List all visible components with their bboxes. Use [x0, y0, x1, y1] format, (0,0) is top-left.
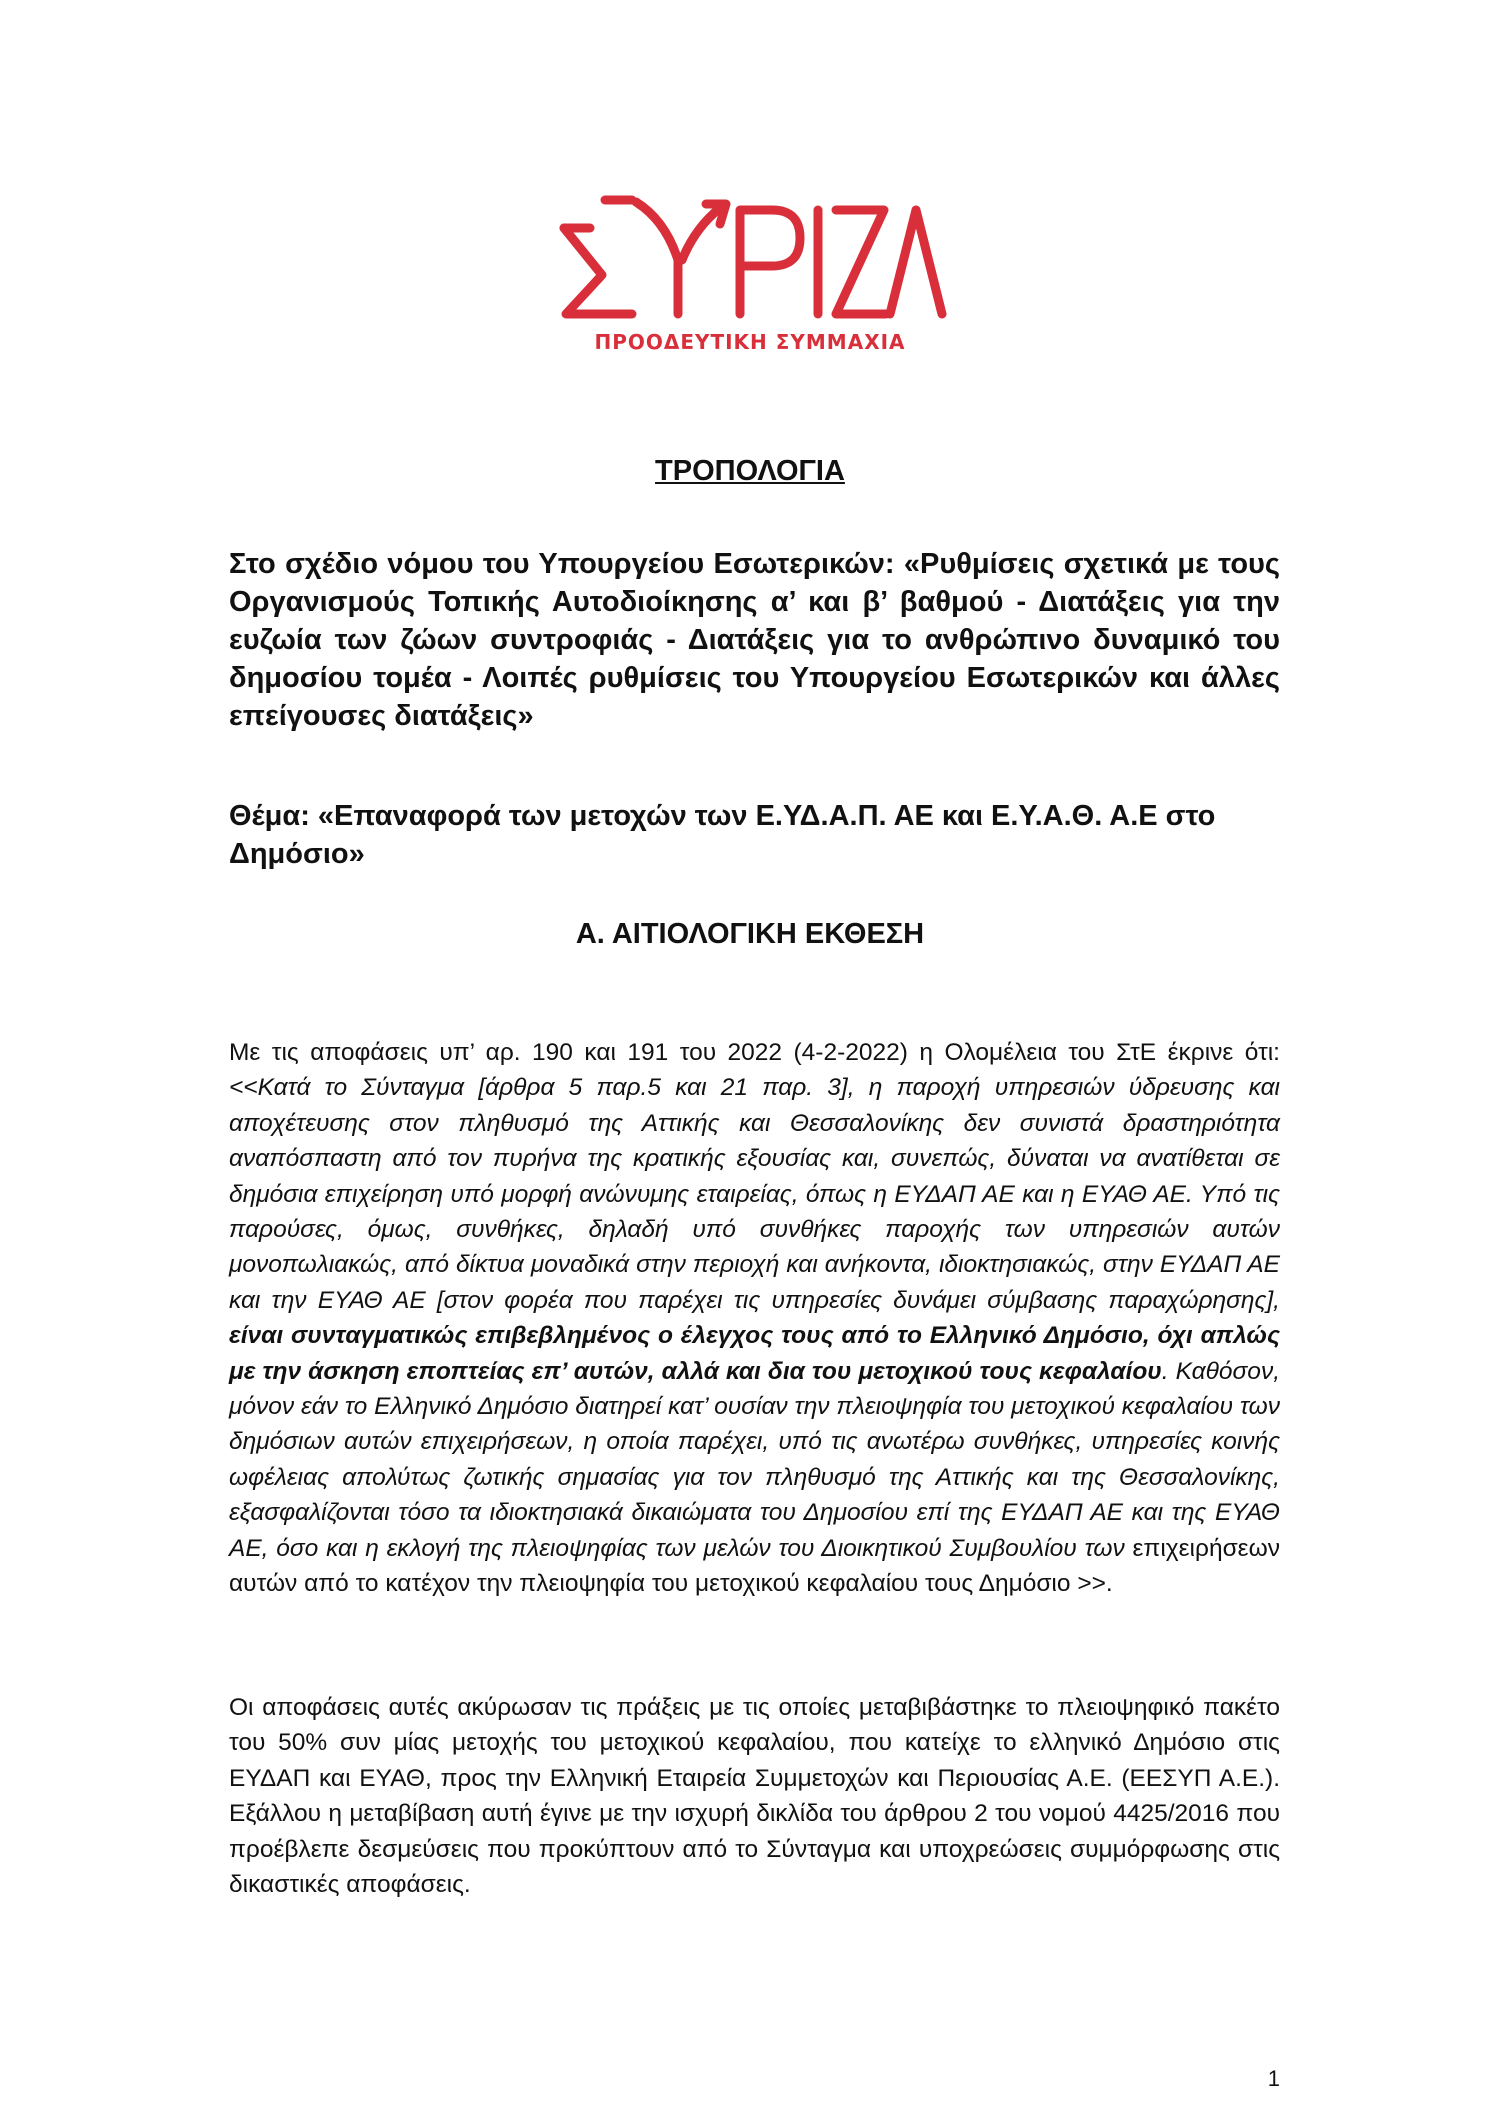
document-title: ΤΡΟΠΟΛΟΓΙΑ — [655, 455, 845, 487]
amendment-subject: Θέμα: «Επαναφορά των μετοχών των Ε.ΥΔ.Α.Π. ΑΕ και Ε.Υ.Α.Θ. Α.Ε στο Δημόσιο» — [229, 800, 1216, 870]
section-heading: Α. ΑΙΤΙΟΛΟΓΙΚΗ ΕΚΘΕΣΗ — [575, 918, 925, 950]
party-logo — [550, 180, 950, 370]
logo-subtitle: ΠΡΟΟΔΕΥΤΙΚΗ ΣΥΜΜΑΧΙΑ — [594, 330, 906, 354]
syriza-wordmark-logo — [550, 180, 950, 330]
page-number: 1 — [1267, 2066, 1280, 2091]
bill-description: Στο σχέδιο νόμου του Υπουργείου Εσωτερικών: «Ρυθμίσεις σχετικά με τους Οργανισμούς Τοπικής Αυτοδιοίκησης α’ και β’ βαθμού - Διατάξεις για την ευζωία των ζώων συντροφιάς - Διατάξεις για το ανθρώπινο δυναμικό του δημοσίου τομέα - Λοιπές ρυθμίσεις του Υπουργείου Εσωτερικών και άλλες επείγουσες διατάξεις» — [229, 548, 1280, 732]
paragraph-lead: Με τις αποφάσεις υπ’ αρ. 190 και 191 του 2022 (4-2-2022) η Ολομέλεια του ΣτΕ έκρινε ότι: — [229, 1039, 1280, 1066]
court-quote-tail: επιχειρήσεων αυτών από το κατέχον την πλειοψηφία του μετοχικού κεφαλαίου τους Δημόσιο >>. — [229, 1534, 1280, 1598]
body-paragraph-1 — [229, 1035, 1280, 1602]
court-quote-emphasis: είναι συνταγματικώς επιβεβλημένος ο έλεγχος τους από το Ελληνικό Δημόσιο, όχι απλώς με την άσκηση εποπτείας επ’ αυτών, αλλά και δια του μετοχικού τους κεφαλαίου — [229, 1322, 1280, 1385]
body-paragraph-2: Οι αποφάσεις αυτές ακύρωσαν τις πράξεις με τις οποίες μεταβιβάστηκε το πλειοψηφικό πακέτο του 50% συν μίας μετοχής του μετοχικού κεφαλαίου, που κατείχε το ελληνικό Δημόσιο στις ΕΥΔΑΠ και ΕΥΑΘ, προς την Ελληνική Εταιρεία Συμμετοχών και Περιουσίας Α.Ε. (ΕΕΣΥΠ Α.Ε.). Εξάλλου η μεταβίβαση αυτή έγινε με την ισχυρή δικλίδα του άρθρου 2 του νομού 4425/2016 που προέβλεπε δεσμεύσεις που προκύπτουν από το Σύνταγμα και υποχρεώσεις συμμόρφωσης στις δικαστικές αποφάσεις. — [229, 1694, 1280, 1899]
court-quote-part-2: . Καθόσον, μόνον εάν το Ελληνικό Δημόσιο διατηρεί κατ’ ουσίαν την πλειοψηφία του μετοχικού κεφαλαίου των δημόσιων αυτών επιχειρήσεων, η οποία παρέχει, υπό τις ανωτέρω συνθήκες, υπηρεσίες κοινής ωφέλειας απολύτως ζωτικής σημασίας για τον πληθυσμό της Αττικής και της Θεσσαλονίκης, εξασφαλίζονται τόσο τα ιδιοκτησιακά δικαιώματα του Δημοσίου επί της ΕΥΔΑΠ ΑΕ και της ΕΥΑΘ ΑΕ, όσο και η εκλογή της πλειοψηφίας των μελών του Διοικητικού Συμβουλίου των — [229, 1357, 1280, 1562]
court-quote-part-1: <<Κατά το Σύνταγμα [άρθρα 5 παρ.5 και 21 παρ. 3], η παροχή υπηρεσιών ύδρευσης και αποχέτευσης στον πληθυσμό της Αττικής και Θεσσαλονίκης δεν συνιστά δραστηριότητα αναπόσπαστη από τον πυρήνα της κρατικής εξουσίας και, συνεπώς, δύναται να ανατίθεται σε δημόσια επιχείρηση υπό μορφή ανώνυμης εταιρείας, όπως η ΕΥΔΑΠ ΑΕ και η ΕΥΑΘ ΑΕ. Υπό τις παρούσες, όμως, συνθήκες, δηλαδή υπό συνθήκες παροχής των υπηρεσιών αυτών μονοπωλιακώς, από δίκτυα μοναδικά στην περιοχή και ανήκοντα, ιδιοκτησιακώς, στην ΕΥΔΑΠ ΑΕ και την ΕΥΑΘ ΑΕ [στον φορέα που παρέχει τις υπηρεσίες δυνάμει σύμβασης παραχώρησης], — [229, 1074, 1280, 1314]
